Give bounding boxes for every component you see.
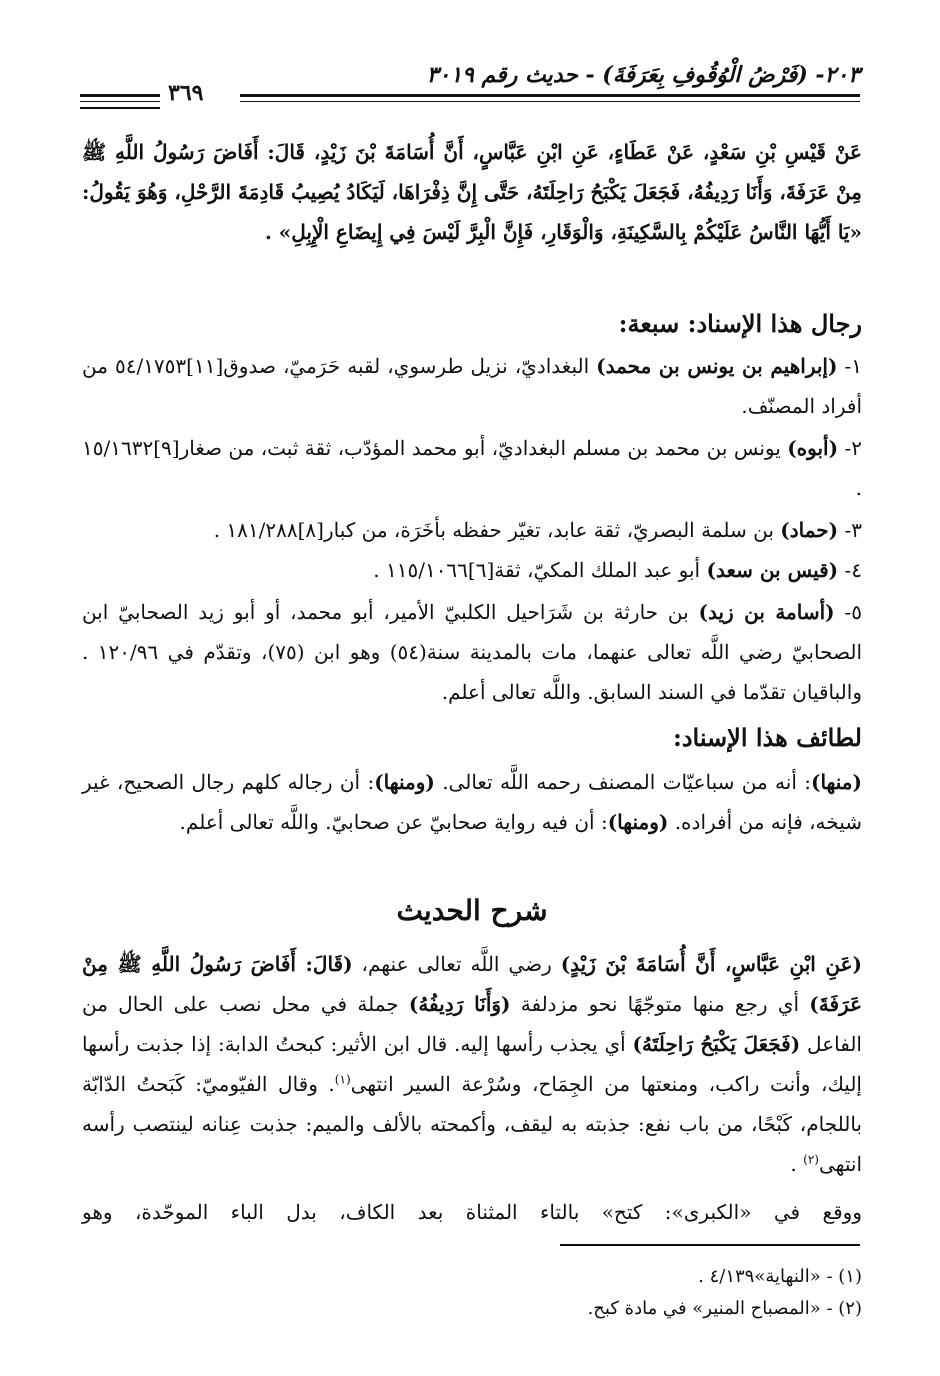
item-number: ٥- [844,600,862,624]
footnote-ref[interactable]: (١) [334,1072,351,1087]
narrator-name: (حماد) [780,518,839,542]
footnote: (١) - «النهاية»٤/١٣٩ . [698,1266,862,1287]
subtlety-label: (منها) [811,770,862,794]
narrator-item [82,428,862,508]
header-rule [240,94,860,97]
quoted-phrase: (فَجَعَلَ يَكْبَحُ رَاحِلَتَهُ) [632,1032,801,1056]
subtlety-label: (ومنها) [374,770,435,794]
commentary-text: رضي اللَّه تعالى عنهم، [352,952,561,976]
quoted-phrase: (وَأَنَا رَدِيفُهُ) [408,992,511,1016]
subtleties-heading: لطائف هذا الإسناد: [672,723,862,752]
explanation-heading: شرح الحديث [396,894,548,927]
header-rule-left [80,94,160,97]
page-number: ٣٦٩ [168,80,204,106]
subtlety-text: : أن رجاله كلهم رجال الصحيح، غير شيخه، فإنه من أفراده. [82,770,862,834]
commentary-text: . وقال الفيّوميّ: كَبَحتُ الدّابّة باللجام، كَبْحًا، من باب نفع: جذبته به ليقف، وأكمحته بالألف والميم: جذبت عِنانه لينتصب رأسه انتهى [82,1072,862,1176]
header-title: ٢٠٣- (فَرْضُ الْوُقُوفِ بِعَرَفَةَ) - حديث رقم ٣٠١٩ [426,62,860,88]
narrator-details: بن حارثة بن شَرَاحيل الكلبيّ الأمير، أبو محمد، أو أبو زيد الصحابيّ ابن الصحابيّ رضي اللَّه تعالى عنهما، مات بالمدينة سنة(٥٤) وهو ابن (٧٥)، وتقدّم في ١٢٠/٩٦ . والباقيان تقدّما في السند السابق. واللَّه تعالى أعلم. [82,600,862,704]
narrator-details: أبو عبد الملك المكيّ، ثقة[٦]١١٥/١٠٦٦ . [373,558,707,582]
header-rule-left-bottom [80,107,160,109]
narrator-name: (إبراهيم بن يونس بن محمد) [596,354,838,378]
item-number: ٣- [844,518,862,542]
hadith-matn: أَفَاضَ رَسُولُ اللَّهِ ﷺ مِنْ عَرَفَةَ، وَأَنَا رَدِيفُهُ، فَجَعَلَ يَكْبَحُ رَاحِلَتَهُ، حَتَّى إِنَّ ذِفْرَاهَا، لَيَكَادُ يُصِيبُ قَادِمَةَ الرَّحْلِ، وَهُوَ يَقُولُ: «يَا أَيُّهَا النَّاسُ عَلَيْكُمْ بِالسَّكِينَةِ، وَالْوَقَارِ، فَإِنَّ الْبِرَّ لَيْسَ فِي إِيضَاعِ الْإِبِلِ» . [82,140,862,244]
commentary-text: . [790,1152,804,1176]
subtlety-text: : أن فيه رواية صحابيّ عن صحابيّ. واللَّه تعالى أعلم. [179,810,608,834]
item-number: ٤- [844,558,862,582]
running-header [80,62,860,106]
narrator-details: البغداديّ، نزيل طرسوي، لقبه حَرَميّ، صدوق[١١]٥٤/١٧٥٣ من أفراد المصنّف. [82,354,862,418]
item-number: ١- [844,354,862,378]
quoted-phrase: (قَالَ: أَفَاضَ رَسُولُ اللَّهِ ﷺ مِنْ عَرَفَةَ) [82,952,863,1016]
header-rule-thin [240,101,860,102]
narrator-name: (قيس بن سعد) [706,558,839,582]
narrator-name: (أبوه) [787,436,839,460]
explanation-last-line: ووقع في «الكبرى»: كتح» بالتاء المثناة بعد الكاف، بدل الباء الموحّدة، وهو [82,1200,862,1224]
subtleties-paragraph [82,762,862,842]
hadith-isnad: عَنْ قَيْسِ بْنِ سَعْدٍ، عَنْ عَطَاءٍ، عَنِ ابْنِ عَبَّاسٍ، أَنَّ أُسَامَةَ بْنَ زَيْدٍ، قَالَ: [258,140,862,164]
footnote-ref[interactable]: (٢) [803,1152,819,1167]
item-number: ٢- [844,436,862,460]
narrator-item [82,346,862,426]
narrator-details: يونس بن محمد بن مسلم البغداديّ، أبو محمد المؤدّب، ثقة ثبت، من صغار[٩]١٥/١٦٣٢ . [82,436,862,500]
narrator-item [82,592,862,712]
commentary-text: أي رجع منها متوجّهًا نحو مزدلفة [510,992,810,1016]
narrator-item [82,550,862,590]
subtlety-label: (ومنها) [607,810,669,834]
quoted-phrase: (عَنِ ابْنِ عَبَّاسٍ، أَنَّ أُسَامَةَ بْنَ زَيْدٍ) [560,952,862,976]
narrator-details: بن سلمة البصريّ، ثقة عابد، تغيّر حفظه بأخَرَة، من كبار[٨]١٨١/٢٨٨ . [213,518,781,542]
explanation-paragraph [82,944,862,1184]
narrator-name: (أسامة بن زيد) [698,600,835,624]
commentary-text: أي يجذب رأسها إليه. قال ابن الأثير: كبحتُ الدابة: إذا جذبت رأسها إليك، وأنت راكب، ومنعتها من الجِمَاح، وسُرْعة السير انتهى [82,1032,862,1096]
footnote-rule [560,1244,860,1246]
narrators-heading: رجال هذا الإسناد: سبعة: [618,309,862,338]
commentary-text: جملة في محل نصب على الحال من الفاعل [82,992,862,1056]
footnote: (٢) - «المصباح المنير» في مادة كبح. [587,1298,862,1319]
header-rule-left-thin [80,101,160,102]
hadith-text [82,132,862,252]
narrator-item [82,510,862,550]
subtlety-text: : أنه من سباعيّات المصنف رحمه اللَّه تعالى. [434,770,811,794]
